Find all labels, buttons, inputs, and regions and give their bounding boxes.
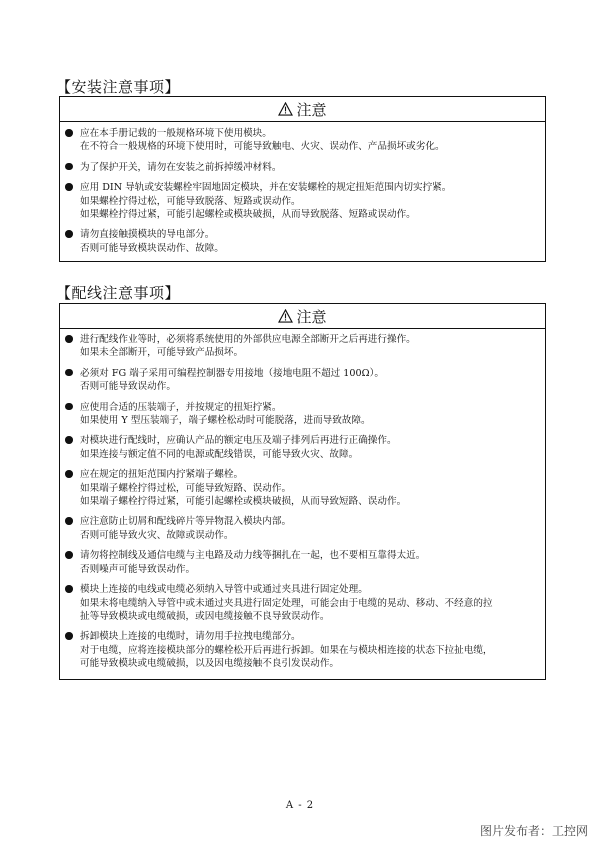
caution-text: 否则噪声可能导致误动作。 [80,563,196,575]
caution-text: 扯等导致模块或电缆破损，或因电缆接触不良导致误动作。 [80,610,330,622]
caution-text: 请勿直接触摸模块的导电部分。 [80,229,215,241]
caution-text: 如果连接与额定值不同的电源或配线错误，可能导致火灾、故障。 [80,448,359,460]
caution-item [60,228,539,255]
bullet-icon [65,517,73,525]
caution-item [60,434,539,461]
caution-text: 如果使用 Y 型压装端子，端子螺栓松动时可能脱落，进而导致故障。 [80,415,371,427]
warning-triangle-icon [278,102,293,116]
wiring-caution-list [60,329,545,679]
bullet-icon [65,230,73,238]
install-caution-list [60,122,545,261]
bullet-icon [65,436,73,444]
caution-text: 拆卸模块上连接的电缆时，请勿用手拉拽电缆部分。 [80,631,301,643]
caution-text: 如果端子螺栓拧得过松，可能导致短路、误动作。 [80,482,292,494]
install-caution-header [60,97,545,122]
caution-item [60,161,539,174]
bullet-icon [65,470,73,478]
bullet-icon [65,403,73,411]
caution-text: 应注意防止切屑和配线碎片等异物混入模块内部。 [80,516,292,528]
caution-text: 请勿将控制线及通信电缆与主电路及动力线等捆扎在一起，也不要相互靠得太近。 [80,550,426,562]
bullet-icon [65,335,73,343]
caution-text: 为了保护开关，请勿在安装之前拆掉缓冲材料。 [80,161,282,173]
install-caution-label: 注意 [296,100,327,119]
bullet-icon [65,585,73,593]
caution-text: 如果未全部断开，可能导致产品损坏。 [80,347,244,359]
caution-item [60,468,539,508]
wiring-caution-label: 注意 [296,307,327,326]
install-section-title: 【安装注意事项】 [56,78,181,96]
caution-item [60,515,539,542]
caution-item [60,583,539,623]
caution-text: 应在规定的扭矩范围内拧紧端子螺栓。 [80,469,244,481]
bullet-icon [65,183,73,191]
caution-item [60,549,539,576]
caution-text: 如果端子螺栓拧得过紧，可能引起螺栓或模块破损，从而导致短路、误动作。 [80,496,407,508]
caution-text: 否则可能导致误动作。 [80,381,176,393]
wiring-section-title: 【配线注意事项】 [56,284,181,302]
caution-text: 进行配线作业等时，必须将系统使用的外部供应电源全部断开之后再进行操作。 [80,334,416,345]
caution-text: 应使用合适的压装端子，并按规定的扭矩拧紧。 [80,401,282,413]
caution-text: 对模块进行配线时，应确认产品的额定电压及端子排列后再进行正确操作。 [80,435,397,447]
bullet-icon [65,369,73,377]
caution-text: 在不符合一般规格的环境下使用时，可能导致触电、火灾、误动作、产品损坏或劣化。 [80,141,445,153]
bullet-icon [65,632,73,640]
install-caution-box [59,96,546,262]
caution-text: 必须对 FG 端子采用可编程控制器专用接地（接地电阻不超过 100Ω）。 [80,367,384,379]
page-number: A - 2 [285,800,315,811]
caution-text: 模块上连接的电线或电缆必须纳入导管中或通过夹具进行固定处理。 [80,584,368,596]
caution-item [60,127,539,154]
caution-text: 如果未将电缆纳入导管中或未通过夹具进行固定处理，可能会由于电缆的晃动、移动、不经意的拉 [80,597,493,609]
caution-item [60,333,539,360]
caution-item [60,367,539,394]
caution-text: 否则可能导致模块误动作、故障。 [80,242,224,254]
bullet-icon [65,163,73,171]
caution-text: 应在本手册记载的一般规格环境下使用模块。 [80,128,272,139]
caution-item [60,630,539,670]
caution-item [60,401,539,428]
bullet-icon [65,551,73,559]
caution-text: 应用 DIN 导轨或安装螺栓牢固地固定模块，并在安装螺栓的规定扭矩范围内切实拧紧。 [80,182,452,194]
caution-text: 如果螺栓拧得过紧，可能引起螺栓或模块破损，从而导致脱落、短路或误动作。 [80,209,416,221]
caution-item [60,181,539,221]
warning-triangle-icon [278,309,293,323]
publisher-watermark: 图片发布者：工控网 [479,824,588,838]
wiring-caution-box [59,303,546,680]
caution-text: 如果螺栓拧得过松，可能导致脱落、短路或误动作。 [80,195,301,207]
caution-text: 对于电缆，应将连接模块部分的螺栓松开后再进行拆卸。如果在与模块相连接的状态下拉扯电缆， [80,644,493,656]
wiring-caution-header [60,304,545,329]
caution-text: 可能导致模块或电缆破损，以及因电缆接触不良引发误动作。 [80,658,340,670]
bullet-icon [65,129,73,137]
caution-text: 否则可能导致火灾、故障或误动作。 [80,529,234,541]
